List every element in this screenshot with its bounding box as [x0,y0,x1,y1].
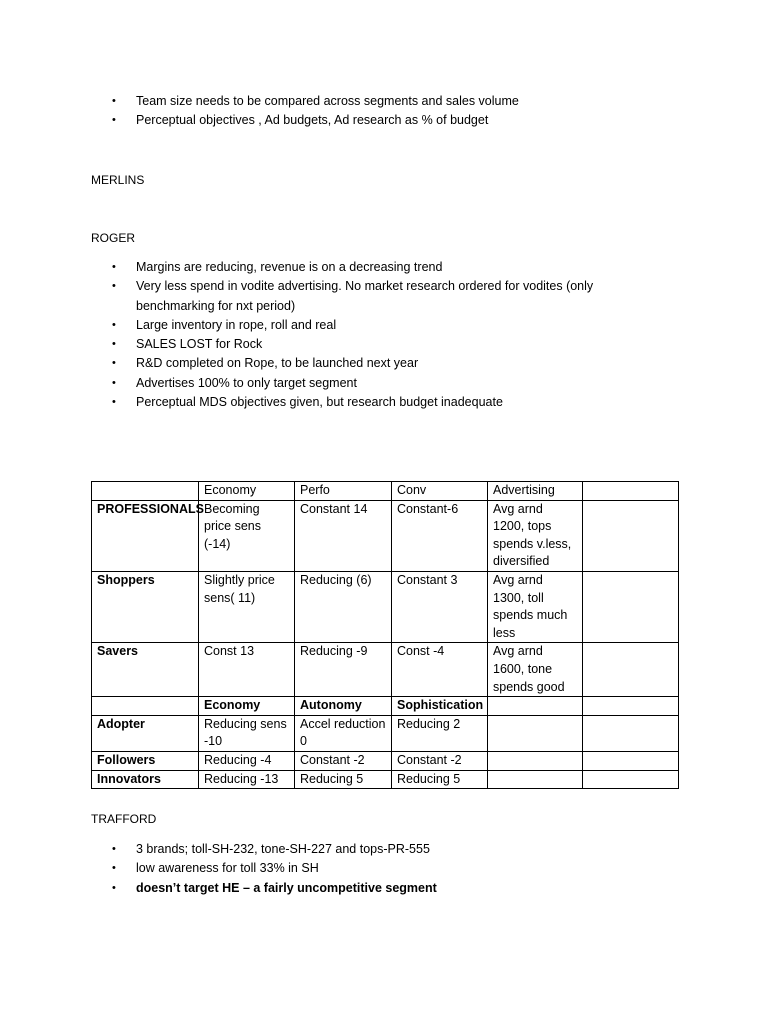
table-cell: Reducing 2 [392,715,488,751]
bullet-icon: • [112,318,116,331]
table-cell: Reducing (6) [295,571,392,642]
table-cell [583,643,679,697]
table-cell: Constant -2 [295,751,392,770]
list-item [112,840,632,859]
segment-table [91,481,679,789]
table-header-row [92,697,679,716]
table-cell [92,697,199,716]
table-cell: Reducing -13 [199,770,295,789]
table-cell [583,715,679,751]
bullet-text: SALES LOST for Rock [136,337,263,352]
table-header-cell: Economy [199,697,295,716]
table-header-cell: Advertising [488,482,583,501]
bullet-icon: • [112,376,116,389]
table-cell: Const -4 [392,643,488,697]
table-cell [583,770,679,789]
table-cell: Reducing sens -10 [199,715,295,751]
table-cell [488,697,583,716]
bullet-icon: • [112,114,116,127]
table-cell [583,500,679,571]
list-item [112,354,632,373]
bullet-text: Advertises 100% to only target segment [136,375,357,390]
row-label: Shoppers [92,571,199,642]
table-cell: Reducing -9 [295,643,392,697]
table-cell: Constant -2 [392,751,488,770]
table-cell [583,697,679,716]
list-item [112,258,632,277]
bullet-icon: • [112,862,116,875]
table-cell: Const 13 [199,643,295,697]
table-row [92,571,679,642]
table-header-cell: Conv [392,482,488,501]
list-item [112,859,632,878]
row-label: Adopter [92,715,199,751]
bullet-icon: • [112,261,116,273]
table-cell: Reducing 5 [295,770,392,789]
bullet-icon: • [112,280,116,293]
bullet-text: Margins are reducing, revenue is on a decreasing trend [136,260,443,274]
bullet-text: doesn’t target HE – a fairly uncompetitive segment [136,880,437,895]
row-label: Savers [92,643,199,697]
row-label: PROFESSIONALS [92,500,199,571]
table-header-cell: Autonomy [295,697,392,716]
bullet-text: 3 brands; toll-SH-232, tone-SH-227 and tops-PR-555 [136,842,430,856]
table-cell: Avg arnd 1300, toll spends much less [488,571,583,642]
list-item [112,277,632,316]
row-label: Followers [92,751,199,770]
table-cell: Constant 3 [392,571,488,642]
table-row [92,770,679,789]
bullet-text: Perceptual MDS objectives given, but research budget inadequate [136,395,503,410]
bullet-text: Large inventory in rope, roll and real [136,317,337,332]
table-cell: Slightly price sens( 11) [199,571,295,642]
heading-trafford: TRAFFORD [91,812,157,826]
bullet-text: low awareness for toll 33% in SH [136,861,319,876]
bullet-text: R&D completed on Rope, to be launched next year [136,356,419,371]
bullet-icon: • [112,357,116,370]
bullet-text: Team size needs to be compared across segments and sales volume [136,94,519,108]
list-item [112,111,632,130]
list-item [112,374,632,393]
table-cell: Becoming price sens (-14) [199,500,295,571]
bullet-icon: • [112,396,116,409]
table-cell: Reducing 5 [392,770,488,789]
bullet-icon: • [112,881,116,894]
table-cell: Accel reduction 0 [295,715,392,751]
trafford-bullet-list [112,840,632,898]
table-header-cell: Sophistication [392,697,488,716]
heading-roger: ROGER [91,231,136,245]
table-row [92,500,679,571]
table-cell: Reducing -4 [199,751,295,770]
table-header-row [92,482,679,501]
table-cell [488,715,583,751]
table-cell [488,770,583,789]
list-item [112,393,632,412]
bullet-icon: • [112,843,116,855]
table-cell [583,571,679,642]
table-row [92,751,679,770]
table-cell [583,751,679,770]
table-cell: Constant-6 [392,500,488,571]
top-bullet-list [112,92,632,131]
table-row [92,643,679,697]
roger-bullet-list [112,258,632,412]
list-item [112,92,632,111]
table-cell: Avg arnd 1200, tops spends v.less, diversified [488,500,583,571]
bullet-icon: • [112,338,116,351]
heading-merlins: MERLINS [91,173,145,187]
list-item [112,879,632,898]
table-cell: Constant 14 [295,500,392,571]
bullet-text: Very less spend in vodite advertising. No market research ordered for vodites (only benchmarking for nxt period) [136,279,594,313]
table-header-cell: Economy [199,482,295,501]
table-cell: Avg arnd 1600, tone spends good [488,643,583,697]
table-cell [92,482,199,501]
table-cell [488,751,583,770]
list-item [112,316,632,335]
table-header-cell: Perfo [295,482,392,501]
list-item [112,335,632,354]
row-label: Innovators [92,770,199,789]
table-row [92,715,679,751]
bullet-icon: • [112,95,116,107]
bullet-text: Perceptual objectives , Ad budgets, Ad research as % of budget [136,113,489,128]
table-cell [583,482,679,501]
